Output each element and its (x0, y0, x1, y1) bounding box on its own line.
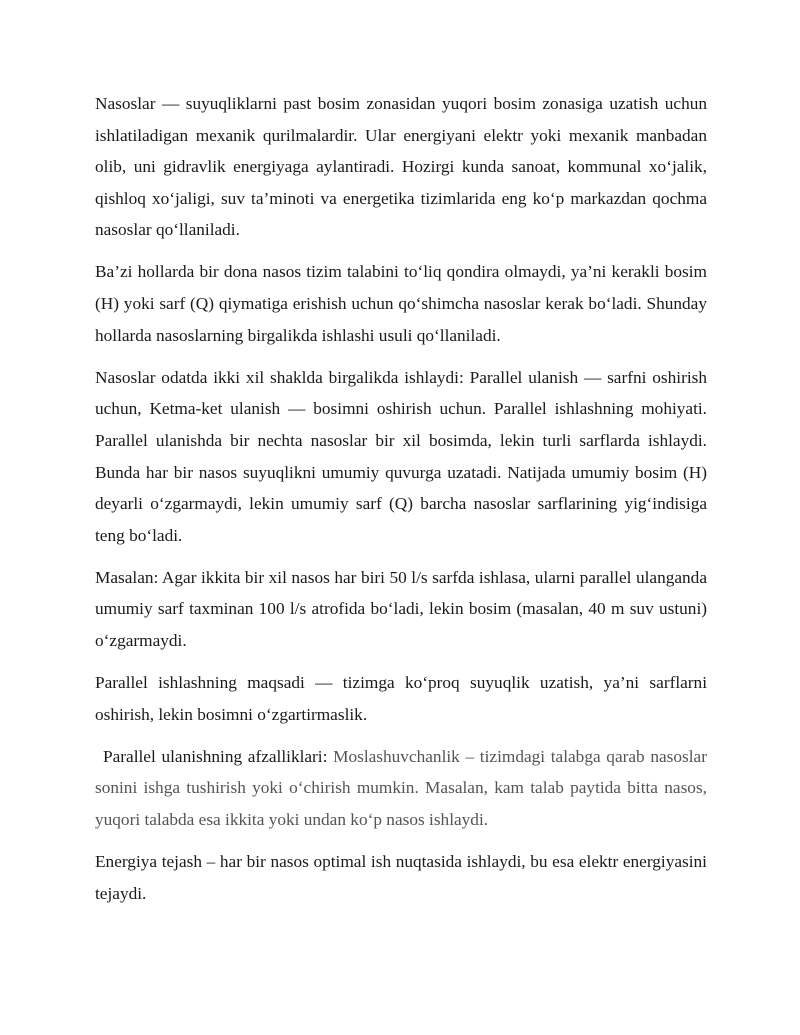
paragraph-combined-operation: Ba’zi hollarda bir dona nasos tizim talabini to‘liq qondira olmaydi, ya’ni kerakli bosim (H) yoki sarf (Q) qiymatiga erishish uchun qo‘shimcha nasoslar kerak bo‘ladi. Shunday hollarda nasoslarning birgalikda ishlashi usuli qo‘llaniladi. (95, 262, 707, 345)
paragraph-parallel-purpose: Parallel ishlashning maqsadi — tizimga ko‘proq suyuqlik uzatish, ya’ni sarflarni oshirish, lekin bosimni o‘zgartirmaslik. (95, 673, 707, 724)
advantages-flexibility: Moslashuvchanlik – tizimdagi talabga qarab nasoslar sonini ishga tushirish yoki o‘chirish mumkin. Masalan, kam talab paytida bitta nasos, yuqori talabda esa ikkita yoki undan ko‘p nasos ishlaydi. (95, 746, 707, 829)
paragraph-example: Masalan: Agar ikkita bir xil nasos har biri 50 l/s sarfda ishlasa, ularni parallel ulanganda umumiy sarf taxminan 100 l/s atrofida bo‘ladi, lekin bosim (masalan, 40 m suv ustuni) o‘zgarmaydi. (95, 567, 707, 650)
paragraph-energy-saving: Energiya tejash – har bir nasos optimal ish nuqtasida ishlaydi, bu esa elektr energiyasini tejaydi. (95, 852, 707, 903)
document-page (95, 88, 707, 920)
paragraph-advantages (95, 741, 707, 836)
paragraph-parallel-essence: Nasoslar odatda ikki xil shaklda birgalikda ishlaydi: Parallel ulanish — sarfni oshirish uchun, Ketma-ket ulanish — bosimni oshirish uchun. Parallel ishlashning mohiyati. Parallel ulanishda bir nechta nasoslar bir xil bosimda, lekin turli sarflarda ishlaydi. Bunda har bir nasos suyuqlikni umumiy quvurga uzatadi. Natijada umumiy bosim (H) deyarli o‘zgarmaydi, lekin umumiy sarf (Q) barcha nasoslar sarflarining yig‘indisiga teng bo‘ladi. (95, 367, 707, 545)
advantages-lead: Parallel ulanishning afzalliklari: (103, 746, 334, 766)
paragraph-pump-definition: Nasoslar — suyuqliklarni past bosim zonasidan yuqori bosim zonasiga uzatish uchun ishlatiladigan mexanik qurilmalardir. Ular energiyani elektr yoki mexanik manbadan olib, uni gidravlik energiyaga aylantiradi. Hozirgi kunda sanoat, kommunal xo‘jalik, qishloq xo‘jaligi, suv ta’minoti va energetika tizimlarida eng ko‘p markazdan qochma nasoslar qo‘llaniladi. (95, 94, 707, 240)
